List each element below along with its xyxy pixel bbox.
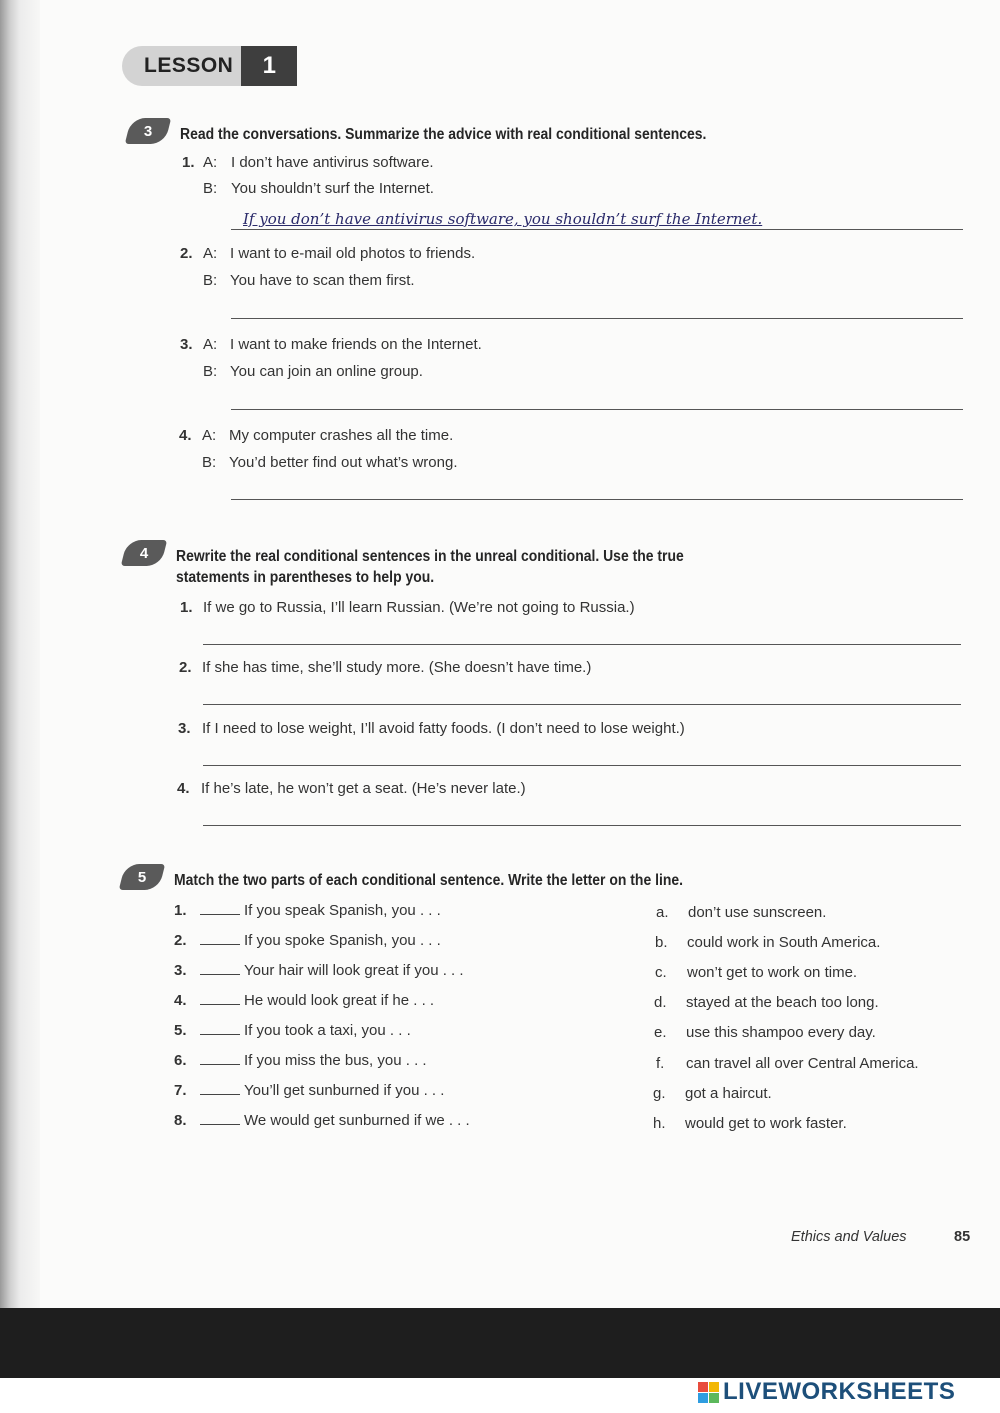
exercise-4-instruction-line-1: Rewrite the real conditional sentences in the unreal conditional. Use the true xyxy=(176,548,684,565)
speaker-a-text: I want to make friends on the Internet. xyxy=(230,336,482,353)
answer-line[interactable] xyxy=(231,229,963,230)
page-number: 85 xyxy=(954,1229,971,1245)
speaker-b-text: You shouldn’t surf the Internet. xyxy=(231,180,434,197)
item-number: 3. xyxy=(180,336,193,353)
item-text: Your hair will look great if you . . . xyxy=(244,962,464,979)
logo-square-l xyxy=(698,1382,708,1392)
liveworksheets-logo-icon xyxy=(698,1382,719,1403)
liveworksheets-watermark xyxy=(698,1378,955,1406)
item-text: If you speak Spanish, you . . . xyxy=(244,902,441,919)
speaker-b: B: xyxy=(203,363,218,380)
speaker-b: B: xyxy=(203,180,218,197)
option-text: don’t use sunscreen. xyxy=(688,904,827,921)
letter-blank[interactable] xyxy=(200,902,240,915)
answer-line[interactable] xyxy=(203,765,961,766)
item-number: 1. xyxy=(174,902,187,919)
exercise-3-instruction: Read the conversations. Summarize the advice with real conditional sentences. xyxy=(180,126,707,143)
item-row xyxy=(200,932,441,949)
letter-blank[interactable] xyxy=(200,1052,240,1065)
answer-line[interactable] xyxy=(203,704,961,705)
option-text: use this shampoo every day. xyxy=(686,1024,876,1041)
option-letter: f. xyxy=(656,1055,665,1072)
item-number: 4. xyxy=(179,427,192,444)
exercise-5-badge: 5 xyxy=(119,864,165,890)
exercise-4-badge: 4 xyxy=(121,540,167,566)
item-number: 6. xyxy=(174,1052,187,1069)
item-number: 1. xyxy=(180,599,193,616)
lesson-number: 1 xyxy=(241,46,297,86)
item-number: 2. xyxy=(174,932,187,949)
answer-handwritten: If you don’t have antivirus software, you shouldn’t surf the Internet. xyxy=(243,210,763,228)
item-text: If you spoke Spanish, you . . . xyxy=(244,932,441,949)
item-number: 3. xyxy=(178,720,191,737)
exercise-5-instruction: Match the two parts of each conditional sentence. Write the letter on the line. xyxy=(174,872,683,889)
item-text: If you miss the bus, you . . . xyxy=(244,1052,427,1069)
answer-line[interactable] xyxy=(203,644,961,645)
option-text: stayed at the beach too long. xyxy=(686,994,879,1011)
item-number: 1. xyxy=(182,154,195,171)
item-text: You’ll get sunburned if you . . . xyxy=(244,1082,445,1099)
item-text: We would get sunburned if we . . . xyxy=(244,1112,470,1129)
item-number: 4. xyxy=(174,992,187,1009)
footer-title: Ethics and Values xyxy=(791,1229,907,1245)
item-text: If she has time, she’ll study more. (She doesn’t have time.) xyxy=(202,659,592,676)
item-row xyxy=(200,1052,427,1069)
watermark-text: LIVEWORKSHEETS xyxy=(723,1378,956,1405)
item-row xyxy=(200,1112,470,1129)
option-letter: h. xyxy=(653,1115,666,1132)
letter-blank[interactable] xyxy=(200,1112,240,1125)
speaker-b-text: You’d better find out what’s wrong. xyxy=(229,454,458,471)
letter-blank[interactable] xyxy=(200,1022,240,1035)
speaker-b-text: You can join an online group. xyxy=(230,363,423,380)
logo-square-v xyxy=(698,1393,708,1403)
item-row xyxy=(200,992,434,1009)
option-text: can travel all over Central America. xyxy=(686,1055,919,1072)
option-letter: c. xyxy=(655,964,667,981)
option-letter: b. xyxy=(655,934,668,951)
answer-line[interactable] xyxy=(231,318,963,319)
exercise-3-badge: 3 xyxy=(125,118,171,144)
item-row xyxy=(200,1082,444,1099)
page-binding-shadow xyxy=(0,0,40,1413)
option-letter: a. xyxy=(656,904,669,921)
lesson-label: LESSON xyxy=(122,46,241,86)
item-number: 4. xyxy=(177,780,190,797)
item-row xyxy=(200,902,441,919)
option-text: got a haircut. xyxy=(685,1085,772,1102)
item-number: 3. xyxy=(174,962,187,979)
logo-square-i xyxy=(709,1382,719,1392)
option-text: won’t get to work on time. xyxy=(687,964,858,981)
speaker-b: B: xyxy=(203,272,218,289)
letter-blank[interactable] xyxy=(200,932,240,945)
item-text: If I need to lose weight, I’ll avoid fatty foods. (I don’t need to lose weight.) xyxy=(202,720,685,737)
speaker-a: A: xyxy=(203,245,218,262)
item-number: 7. xyxy=(174,1082,187,1099)
exercise-4-instruction-line-2: statements in parentheses to help you. xyxy=(176,569,435,586)
answer-line[interactable] xyxy=(231,499,963,500)
letter-blank[interactable] xyxy=(200,962,240,975)
letter-blank[interactable] xyxy=(200,1082,240,1095)
option-text: would get to work faster. xyxy=(685,1115,847,1132)
item-number: 2. xyxy=(179,659,192,676)
item-text: He would look great if he . . . xyxy=(244,992,435,1009)
speaker-a: A: xyxy=(203,336,218,353)
speaker-a-text: My computer crashes all the time. xyxy=(229,427,454,444)
item-number: 2. xyxy=(180,245,193,262)
letter-blank[interactable] xyxy=(200,992,240,1005)
item-number: 5. xyxy=(174,1022,187,1039)
speaker-a: A: xyxy=(202,427,217,444)
answer-line[interactable] xyxy=(203,825,961,826)
speaker-a-text: I want to e-mail old photos to friends. xyxy=(230,245,476,262)
speaker-b: B: xyxy=(202,454,217,471)
option-letter: d. xyxy=(654,994,667,1011)
item-row xyxy=(200,962,464,979)
item-text: If you took a taxi, you . . . xyxy=(244,1022,411,1039)
item-text: If he’s late, he won’t get a seat. (He’s never late.) xyxy=(201,780,526,797)
answer-line[interactable] xyxy=(231,409,963,410)
speaker-a: A: xyxy=(203,154,218,171)
item-text: If we go to Russia, I’ll learn Russian. (We’re not going to Russia.) xyxy=(203,599,635,616)
speaker-b-text: You have to scan them first. xyxy=(230,272,415,289)
speaker-a-text: I don’t have antivirus software. xyxy=(231,154,434,171)
option-letter: g. xyxy=(653,1085,666,1102)
item-number: 8. xyxy=(174,1112,187,1129)
logo-square-e xyxy=(709,1393,719,1403)
item-row xyxy=(200,1022,411,1039)
option-text: could work in South America. xyxy=(687,934,881,951)
option-letter: e. xyxy=(654,1024,667,1041)
lesson-header xyxy=(122,46,297,86)
